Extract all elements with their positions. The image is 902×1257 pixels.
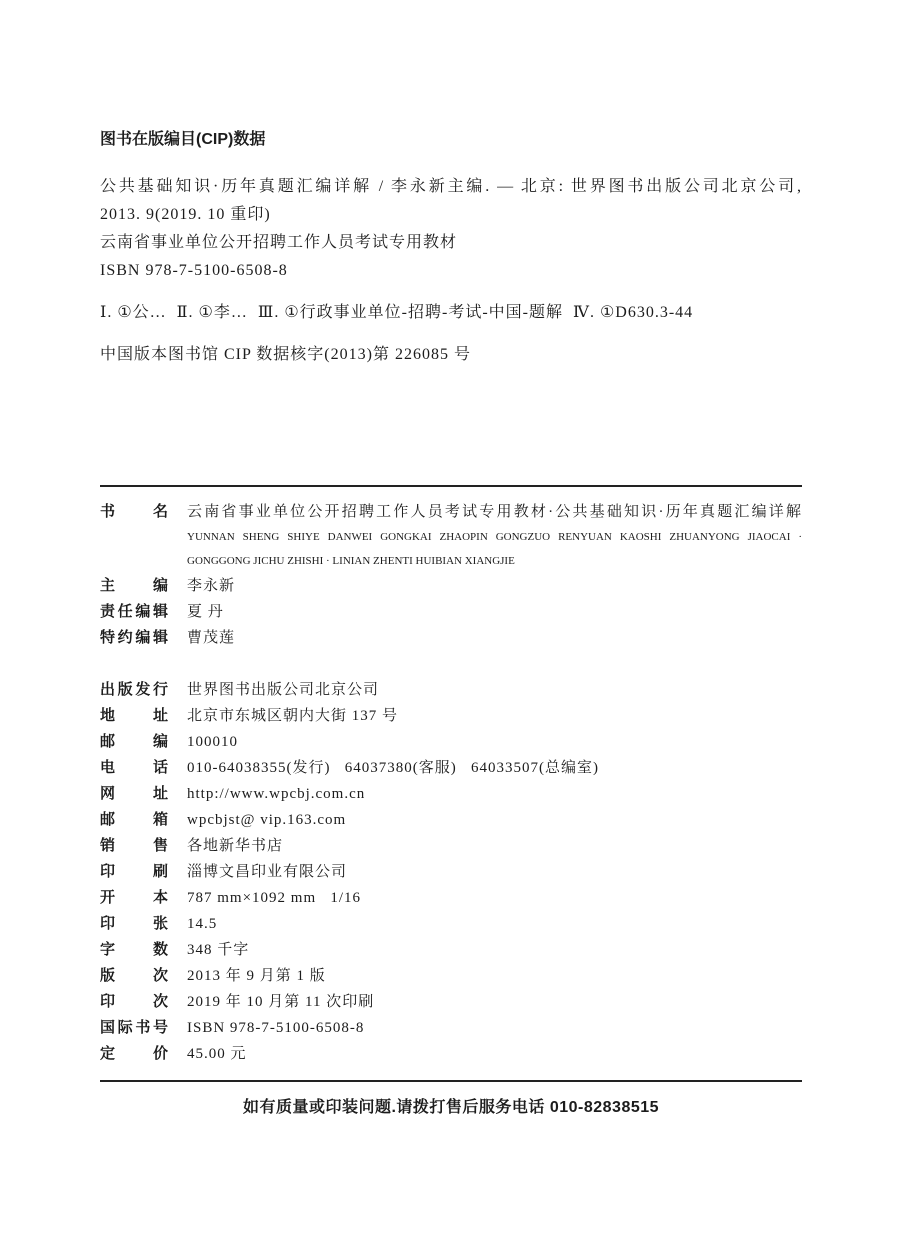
cip-entry-line-1: 公共基础知识·历年真题汇编详解 / 李永新主编. — 北京: 世界图书出版公司北京公司, (100, 178, 802, 195)
printer-value: 淄博文昌印业有限公司 (187, 864, 348, 880)
address-label: 地 址 (100, 707, 168, 724)
colophon-row-sheets (100, 911, 802, 937)
colophon-row-printing (100, 989, 802, 1015)
colophon-row-publisher (100, 677, 802, 703)
format-value: 787 mm×1092 mm 1/16 (187, 890, 362, 906)
colophon (100, 499, 802, 1067)
contributing-editor-value: 曹茂莲 (187, 630, 236, 646)
contributing-editor-label: 特约编辑 (100, 629, 168, 646)
isbn-value: ISBN 978-7-5100-6508-8 (187, 1020, 365, 1036)
isbn-label: 国际书号 (100, 1019, 168, 1036)
colophon-row-chief-editor (100, 573, 802, 599)
chief-editor-label: 主 编 (100, 577, 168, 594)
colophon-row-postcode (100, 729, 802, 755)
colophon-row-isbn (100, 1015, 802, 1041)
colophon-row-word-count (100, 937, 802, 963)
postcode-label: 邮 编 (100, 733, 168, 750)
postcode-value: 100010 (187, 734, 238, 750)
title-label: 书 名 (100, 503, 168, 520)
chief-editor-value: 李永新 (187, 578, 236, 594)
phone-label: 电 话 (100, 759, 168, 776)
responsible-editor-label: 责任编辑 (100, 603, 168, 620)
printing-label: 印 次 (100, 993, 168, 1010)
colophon-row-contributing-editor (100, 625, 802, 651)
website-value: http://www.wpcbj.com.cn (187, 786, 366, 802)
colophon-row-address (100, 703, 802, 729)
colophon-row-email (100, 807, 802, 833)
word-count-label: 字 数 (100, 941, 168, 958)
cip-entry (100, 173, 802, 285)
word-count-value: 348 千字 (187, 942, 250, 958)
colophon-row-distribution (100, 833, 802, 859)
price-value: 45.00 元 (187, 1046, 247, 1062)
website-label: 网 址 (100, 785, 168, 802)
section-gap (100, 651, 802, 677)
edition-value: 2013 年 9 月第 1 版 (187, 968, 326, 984)
cip-classification: Ⅰ. ①公… Ⅱ. ①李… Ⅲ. ①行政事业单位-招聘-考试-中国-题解 Ⅳ. ①D630.3-44 (100, 304, 694, 321)
address-value: 北京市东城区朝内大街 137 号 (187, 708, 399, 724)
phone-value: 010-64038355(发行) 64037380(客服) 64033507(总编室) (187, 760, 599, 776)
publisher-value: 世界图书出版公司北京公司 (187, 682, 380, 698)
publisher-label: 出版发行 (100, 681, 168, 698)
cip-heading: 图书在版编目(CIP)数据 (100, 131, 266, 148)
cip-entry-line-2: 2013. 9(2019. 10 重印) (100, 206, 271, 223)
price-label: 定 价 (100, 1045, 168, 1062)
cip-isbn: ISBN 978-7-5100-6508-8 (100, 262, 288, 279)
title-pinyin-line-2: GONGGONG JICHU ZHISHI · LINIAN ZHENTI HUIBIAN XIANGJIE (187, 555, 515, 567)
sheets-label: 印 张 (100, 915, 168, 932)
sheets-value: 14.5 (187, 916, 218, 932)
printing-value: 2019 年 10 月第 11 次印刷 (187, 994, 375, 1010)
responsible-editor-value: 夏 丹 (187, 604, 224, 620)
colophon-row-responsible-editor (100, 599, 802, 625)
email-value: wpcbjst@ vip.163.com (187, 812, 347, 828)
cip-record-number: 中国版本图书馆 CIP 数据核字(2013)第 226085 号 (100, 346, 471, 363)
distribution-value: 各地新华书店 (187, 838, 284, 854)
bottom-divider (100, 1080, 802, 1082)
colophon-row-website (100, 781, 802, 807)
cip-series: 云南省事业单位公开招聘工作人员考试专用教材 (100, 234, 458, 251)
title-value: 云南省事业单位公开招聘工作人员考试专用教材·公共基础知识·历年真题汇编详解 (187, 504, 802, 520)
colophon-row-format (100, 885, 802, 911)
email-label: 邮 箱 (100, 811, 168, 828)
printer-label: 印 刷 (100, 863, 168, 880)
format-label: 开 本 (100, 889, 168, 906)
colophon-row-printer (100, 859, 802, 885)
colophon-row-edition (100, 963, 802, 989)
top-divider (100, 485, 802, 487)
colophon-row-title (100, 499, 802, 525)
colophon-row-phone (100, 755, 802, 781)
title-pinyin-line-1: YUNNAN SHENG SHIYE DANWEI GONGKAI ZHAOPIN GONGZUO RENYUAN KAOSHI ZHUANYONG JIAOCAI · (187, 531, 802, 543)
colophon-row-price (100, 1041, 802, 1067)
edition-label: 版 次 (100, 967, 168, 984)
after-sales-notice: 如有质量或印装问题.请拨打售后服务电话 010-82838515 (242, 1099, 660, 1116)
distribution-label: 销 售 (100, 837, 168, 854)
